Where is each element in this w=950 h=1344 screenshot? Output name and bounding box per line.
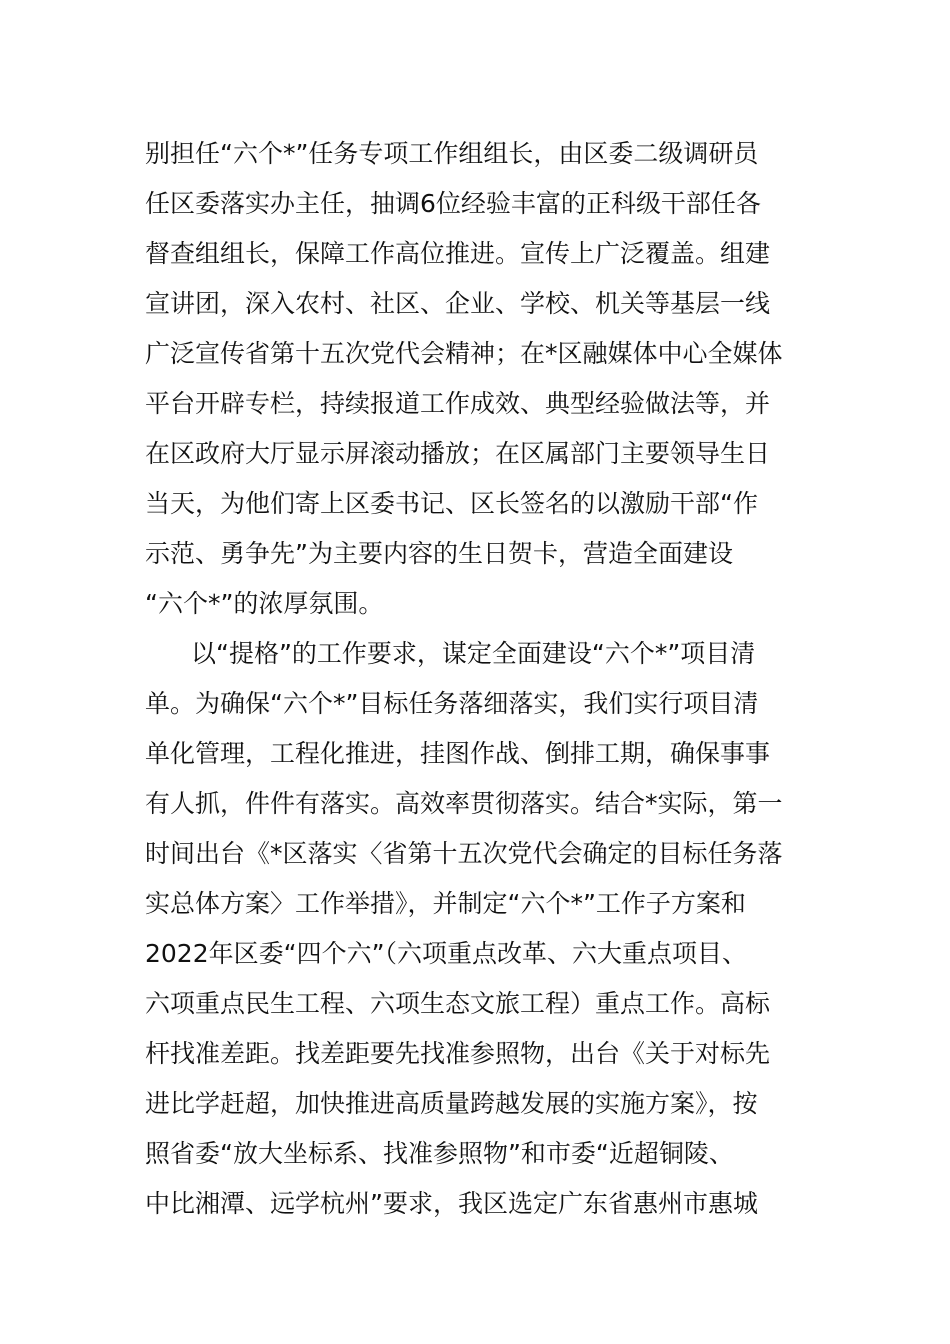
text-line: 在区政府大厅显示屏滚动播放；在区属部门主要领导生日: [145, 439, 771, 468]
text-line: 时间出台《*区落实〈省第十五次党代会确定的目标任务落: [145, 839, 783, 868]
text-line: 广泛宣传省第十五次党代会精神；在*区融媒体中心全媒体: [145, 339, 783, 368]
text-line: 督查组组长，保障工作高位推进。宣传上广泛覆盖。组建: [145, 239, 771, 268]
text-line: 单。为确保“六个*”目标任务落细落实，我们实行项目清: [145, 689, 759, 718]
paragraph-first-line: 以“提格”的工作要求，谋定全面建设“六个*”项目清: [191, 639, 756, 668]
text-line: 示范、勇争先”为主要内容的生日贺卡，营造全面建设: [145, 539, 733, 568]
text-line: 别担任“六个*”任务专项工作组组长，由区委二级调研员: [145, 139, 759, 168]
text-line: 有人抓，件件有落实。高效率贯彻落实。结合*实际，第一: [145, 789, 783, 818]
text-line: 2022年区委“四个六”（六项重点改革、六大重点项目、: [145, 939, 748, 968]
text-line: 平台开辟专栏，持续报道工作成效、典型经验做法等，并: [145, 389, 771, 418]
text-line: 中比湘潭、远学杭州”要求，我区选定广东省惠州市惠城: [145, 1189, 758, 1218]
text-line: “六个*”的浓厚氛围。: [145, 589, 384, 618]
text-line: 杆找准差距。找差距要先找准参照物，出台《关于对标先: [145, 1039, 771, 1068]
text-line: 单化管理，工程化推进，挂图作战、倒排工期，确保事事: [145, 739, 771, 768]
text-line: 进比学赶超，加快推进高质量跨越发展的实施方案》，按: [145, 1089, 758, 1118]
text-line: 六项重点民生工程、六项生态文旅工程）重点工作。高标: [145, 989, 771, 1018]
text-line: 当天，为他们寄上区委书记、区长签名的以激励干部“作: [145, 489, 758, 518]
text-line: 宣讲团，深入农村、社区、企业、学校、机关等基层一线: [145, 289, 771, 318]
text-line: 实总体方案〉工作举措》，并制定“六个*”工作子方案和: [145, 889, 746, 918]
text-line: 照省委“放大坐标系、找准参照物”和市委“近超铜陵、: [145, 1139, 734, 1168]
text-line: 任区委落实办主任，抽调6位经验丰富的正科级干部任各: [145, 189, 761, 218]
